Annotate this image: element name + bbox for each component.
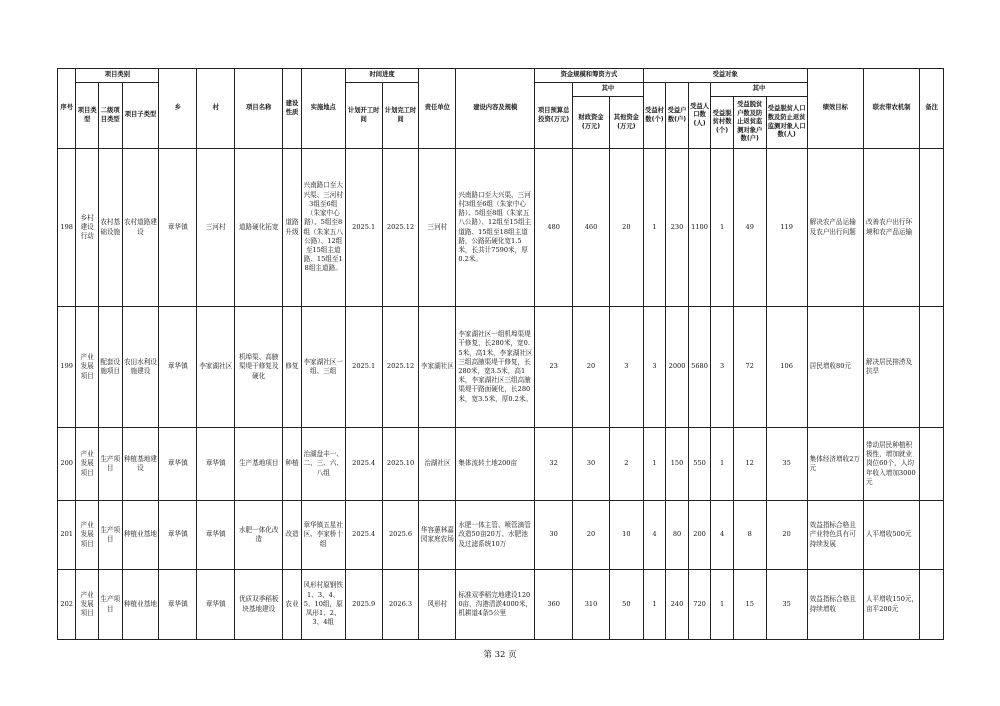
cell-level2: 农村基础设施 — [98, 149, 122, 307]
cell-start: 2025.9 — [345, 570, 382, 640]
header-name: 项目名称 — [235, 69, 283, 149]
cell-level2: 生产项目 — [98, 570, 122, 640]
header-budget: 项目预算总投资(万元) — [535, 83, 573, 149]
header-other-funds: 其他资金(万元) — [609, 97, 643, 149]
cell-budget: 480 — [535, 149, 573, 307]
cell-name: 机埠渠、高腋渠堤干修复及硬化 — [235, 307, 283, 428]
cell-name: 水肥一体化改造 — [235, 501, 283, 570]
cell-mechanism: 解决居民排涝及抗旱 — [863, 307, 919, 428]
cell-other: 3 — [609, 307, 643, 428]
cell-ben-villages: 3 — [643, 307, 666, 428]
table-row — [58, 307, 944, 428]
cell-poor-households: 15 — [733, 570, 766, 640]
cell-unit: 风形村 — [419, 570, 456, 640]
table-row — [58, 570, 944, 640]
cell-end: 2025.12 — [382, 307, 419, 428]
cell-poor-villages: 1 — [711, 428, 734, 501]
cell-town: 章华镇 — [159, 570, 197, 640]
cell-remarks — [920, 307, 944, 428]
cell-ben-households: 150 — [666, 428, 689, 501]
cell-type: 产业发展项目 — [76, 428, 99, 501]
header-nature: 建设性质 — [283, 69, 301, 149]
header-remarks: 备注 — [920, 69, 944, 149]
cell-seq: 199 — [58, 307, 76, 428]
cell-poor-households: 8 — [733, 501, 766, 570]
cell-mechanism: 带动居民种植积极性，增加就业岗位60个，人均年收入增加3000元 — [863, 428, 919, 501]
cell-level2: 生产项目 — [98, 428, 122, 501]
header-ben-villages: 受益村数(个) — [643, 83, 666, 149]
cell-village: 三河村 — [197, 149, 235, 307]
cell-remarks — [920, 428, 944, 501]
header-poor-people: 受益脱贫人口数及防止返贫监测对象人口数(人) — [766, 97, 807, 149]
cell-start: 2025.4 — [345, 501, 382, 570]
cell-level2: 生产项目 — [98, 501, 122, 570]
cell-content: 集体流转土地200亩 — [456, 428, 535, 501]
cell-poor-people: 119 — [766, 149, 807, 307]
cell-goal: 效益指标合格且产业特色具有可持续发展 — [807, 501, 863, 570]
cell-sub: 种植基地建设 — [122, 428, 159, 501]
cell-poor-villages: 1 — [711, 570, 734, 640]
cell-end: 2025.6 — [382, 501, 419, 570]
cell-poor-people: 106 — [766, 307, 807, 428]
cell-nature: 农业 — [283, 570, 301, 640]
cell-end: 2025.10 — [382, 428, 419, 501]
header-cat-sub: 项目子类型 — [122, 83, 159, 149]
cell-village: 章华镇 — [197, 428, 235, 501]
cell-location: 兴南路口至大兴渠、三河村3组至6组（朱家中心路）、5组至8组（朱家五八公路）、12组至15组主道路、15组至18组主道路。 — [301, 149, 345, 307]
cell-fiscal: 30 — [573, 428, 610, 501]
cell-sub: 种植业基地 — [122, 570, 159, 640]
cell-town: 章华镇 — [159, 307, 197, 428]
cell-name: 道路硬化拓宽 — [235, 149, 283, 307]
cell-remarks — [920, 501, 944, 570]
header-location: 实施地点 — [301, 69, 345, 149]
cell-sub: 农村道路建设 — [122, 149, 159, 307]
cell-budget: 32 — [535, 428, 573, 501]
header-village: 村 — [197, 69, 235, 149]
header-group-time: 时间进度 — [345, 69, 419, 83]
cell-type: 产业发展项目 — [76, 570, 99, 640]
cell-location: 李家湖社区一组、三组 — [301, 307, 345, 428]
cell-poor-people: 35 — [766, 570, 807, 640]
cell-fiscal: 20 — [573, 307, 610, 428]
cell-budget: 23 — [535, 307, 573, 428]
cell-town: 章华镇 — [159, 501, 197, 570]
cell-fiscal: 460 — [573, 149, 610, 307]
cell-nature: 修复 — [283, 307, 301, 428]
header-poor-villages: 受益脱贫村数(个) — [711, 97, 734, 149]
header-seq: 序号 — [58, 69, 76, 149]
cell-end: 2026.3 — [382, 570, 419, 640]
cell-ben-people: 1100 — [688, 149, 711, 307]
cell-nature: 道路升级 — [283, 149, 301, 307]
cell-other: 2 — [609, 428, 643, 501]
cell-remarks — [920, 570, 944, 640]
cell-goal: 解决农产品运输及农户出行问题 — [807, 149, 863, 307]
cell-unit: 华容蕙林嘉园家庭农场 — [419, 501, 456, 570]
cell-mechanism: 人平增收150元，亩平200元 — [863, 570, 919, 640]
header-cat-level2: 二级项目类型 — [98, 83, 122, 149]
cell-poor-households: 72 — [733, 307, 766, 428]
cell-poor-households: 49 — [733, 149, 766, 307]
cell-sub: 农田水利设施建设 — [122, 307, 159, 428]
cell-content: 兴南路口至大兴渠、三河村3组至6组（朱家中心路）、5组至8组（朱家五八公路）、12组至15组主道路、15组至18组主道路，公路拓硬化宽1.5米，长共计7590米，厚0.2米。 — [456, 149, 535, 307]
cell-budget: 360 — [535, 570, 573, 640]
header-start: 计划开工时间 — [345, 83, 382, 149]
cell-seq: 200 — [58, 428, 76, 501]
cell-other: 10 — [609, 501, 643, 570]
cell-nature: 种植 — [283, 428, 301, 501]
page-number: 第 32 页 — [483, 650, 517, 660]
table-row — [58, 501, 944, 570]
cell-type: 乡村建设行动 — [76, 149, 99, 307]
cell-other: 50 — [609, 570, 643, 640]
cell-start: 2025.1 — [345, 149, 382, 307]
header-group-category: 项目类别 — [76, 69, 159, 83]
cell-ben-people: 5680 — [688, 307, 711, 428]
cell-ben-villages: 1 — [643, 149, 666, 307]
cell-poor-villages: 3 — [711, 307, 734, 428]
cell-seq: 201 — [58, 501, 76, 570]
cell-ben-villages: 1 — [643, 428, 666, 501]
cell-other: 20 — [609, 149, 643, 307]
cell-ben-households: 230 — [666, 149, 689, 307]
cell-poor-households: 12 — [733, 428, 766, 501]
header-group-beneficiary: 受益对象 — [643, 69, 807, 83]
cell-name: 优质双季稻板块基地建设 — [235, 570, 283, 640]
header-unit: 责任单位 — [419, 69, 456, 149]
cell-ben-people: 200 — [688, 501, 711, 570]
cell-village: 章华镇 — [197, 570, 235, 640]
header-end: 计划完工时间 — [382, 83, 419, 149]
cell-unit: 李家湖社区 — [419, 307, 456, 428]
cell-ben-people: 550 — [688, 428, 711, 501]
cell-town: 章华镇 — [159, 428, 197, 501]
cell-goal: 居民增收80元 — [807, 307, 863, 428]
cell-goal: 效益指标合格且持续增收 — [807, 570, 863, 640]
cell-location: 风形村原钢铁1、3、4、5、10组，原凤形1、2、3、4组 — [301, 570, 345, 640]
cell-start: 2025.1 — [345, 307, 382, 428]
cell-unit: 治湖社区 — [419, 428, 456, 501]
cell-mechanism: 人平增收500元 — [863, 501, 919, 570]
cell-level2: 配套设施项目 — [98, 307, 122, 428]
cell-start: 2025.4 — [345, 428, 382, 501]
header-content: 建设内容及规模 — [456, 69, 535, 149]
cell-fiscal: 310 — [573, 570, 610, 640]
header-cat-type: 项目类型 — [76, 83, 99, 149]
cell-goal: 集体经济增收2万元 — [807, 428, 863, 501]
cell-nature: 改造 — [283, 501, 301, 570]
header-town: 乡 — [159, 69, 197, 149]
cell-content: 标准双季稻完地建设1200亩，沟港清淤4000米，机耕道4条5公里 — [456, 570, 535, 640]
cell-budget: 30 — [535, 501, 573, 570]
header-group-funds: 资金规模和筹资方式 — [535, 69, 644, 83]
cell-poor-people: 20 — [766, 501, 807, 570]
cell-remarks — [920, 149, 944, 307]
cell-seq: 202 — [58, 570, 76, 640]
header-fiscal: 财政资金(万元) — [573, 97, 610, 149]
cell-ben-villages: 1 — [643, 570, 666, 640]
cell-ben-households: 2000 — [666, 307, 689, 428]
cell-poor-villages: 1 — [711, 149, 734, 307]
cell-mechanism: 改善农户出行环境和农产品运输 — [863, 149, 919, 307]
cell-poor-people: 35 — [766, 428, 807, 501]
cell-ben-villages: 4 — [643, 501, 666, 570]
cell-type: 产业发展项目 — [76, 307, 99, 428]
header-ben-households: 受益户数(户) — [666, 83, 689, 149]
header-goal: 绩效目标 — [807, 69, 863, 149]
cell-type: 产业发展项目 — [76, 501, 99, 570]
cell-content: 水肥一体主管、喷管滴管改造50亩20万、水肥池及过滤系统10万 — [456, 501, 535, 570]
header-mechanism: 联农带农机制 — [863, 69, 919, 149]
header-group-beneficiary-sub: 其中 — [711, 83, 807, 97]
cell-fiscal: 20 — [573, 501, 610, 570]
cell-ben-households: 240 — [666, 570, 689, 640]
cell-ben-households: 80 — [666, 501, 689, 570]
header-group-funds-sub: 其中 — [573, 83, 644, 97]
cell-unit: 三河村 — [419, 149, 456, 307]
cell-end: 2025.12 — [382, 149, 419, 307]
cell-village: 李家湖社区 — [197, 307, 235, 428]
cell-sub: 种植业基地 — [122, 501, 159, 570]
table-row — [58, 428, 944, 501]
cell-village: 章华镇 — [197, 501, 235, 570]
header-poor-households: 受益脱贫户数及防止返贫监测对象户数(户) — [733, 97, 766, 149]
cell-name: 生产基地项目 — [235, 428, 283, 501]
header-ben-people: 受益人口数(人) — [688, 83, 711, 149]
cell-location: 治湖盘丰一、二、三、六、八组 — [301, 428, 345, 501]
cell-ben-people: 720 — [688, 570, 711, 640]
table-row — [58, 149, 944, 307]
cell-content: 李家湖社区一组机埠渠堤干修复，长280米，宽0.5米，高1米，李家湖社区三组高腋渠堤干修复，长280米，宽3.5米，高1米，李家湖社区三组高腋渠堤干路面硬化，长280米，宽3.5米，厚0.2米。 — [456, 307, 535, 428]
project-table — [57, 68, 944, 640]
cell-town: 章华镇 — [159, 149, 197, 307]
cell-poor-villages: 4 — [711, 501, 734, 570]
cell-location: 章华镇五星社区、李家桥十组 — [301, 501, 345, 570]
cell-seq: 198 — [58, 149, 76, 307]
